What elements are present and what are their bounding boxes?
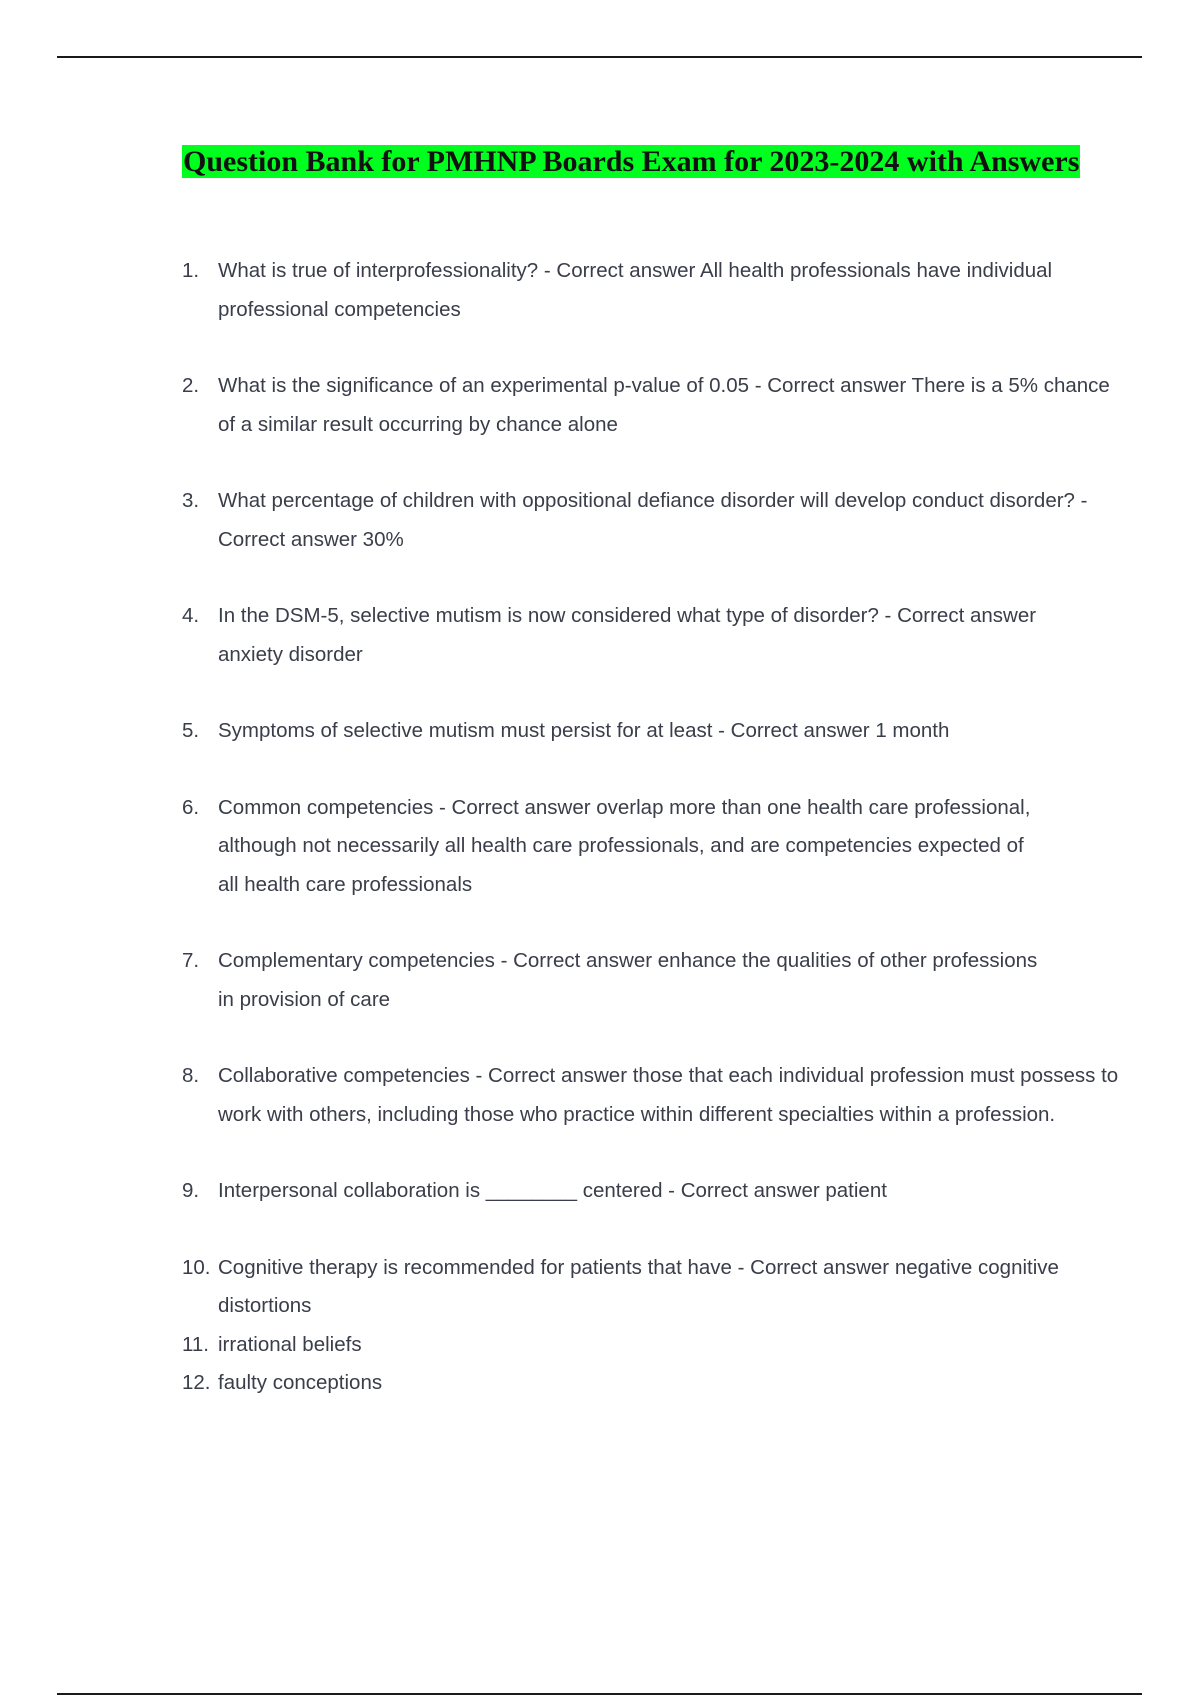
document-title-text: Question Bank for PMHNP Boards Exam for 2023-2024 with Answers [183, 145, 1080, 178]
question-number: 6. [182, 795, 200, 819]
question-text: What is the significance of an experimental p-value of 0.05 - Correct answer There is a 5% chance of a similar result occurring by chance alone [218, 374, 1110, 436]
question-text: Collaborative competencies - Correct answer those that each individual profession must possess to work with others, including those who practice within different specialties within a profession. [218, 1064, 1119, 1126]
question-text: Common competencies - Correct answer overlap more than one health care professional, although not necessarily all health care professionals, and are competencies expected of all health care professionals [218, 795, 1031, 896]
header-rule [57, 56, 1142, 58]
question-text: Complementary competencies - Correct answer enhance the qualities of other professions in provision of care [218, 949, 1038, 1011]
question-text: What is true of interprofessionality? - Correct answer All health professionals have individual professional competencies [218, 259, 1053, 321]
question-item [182, 789, 1038, 905]
question-number: 1. [182, 259, 200, 282]
question-number: 9. [182, 1179, 200, 1202]
question-number: 4. [182, 604, 200, 627]
question-item [182, 942, 1058, 1019]
question-number: 8. [182, 1064, 200, 1087]
question-item [182, 597, 1078, 674]
question-item [182, 712, 1118, 751]
question-number: 10. [182, 1255, 211, 1279]
question-item [182, 252, 1078, 329]
question-item [182, 367, 1118, 444]
question-text: Symptoms of selective mutism must persist for at least - Correct answer 1 month [218, 719, 950, 742]
question-list [182, 252, 1119, 1403]
question-text: faulty conceptions [218, 1371, 383, 1394]
document-title [182, 144, 1102, 180]
question-item [182, 1364, 1102, 1403]
question-number: 2. [182, 374, 200, 397]
question-item [182, 1326, 1102, 1365]
question-text: Interpersonal collaboration is ________ centered - Correct answer patient [218, 1179, 887, 1202]
question-number: 12. [182, 1371, 211, 1394]
question-number: 5. [182, 719, 200, 742]
question-text: What percentage of children with oppositional defiance disorder will develop conduct disorder? - Correct answer 30% [218, 489, 1088, 551]
question-text: In the DSM-5, selective mutism is now considered what type of disorder? - Correct answer anxiety disorder [218, 604, 1037, 666]
question-item [182, 1249, 1098, 1326]
document-body [182, 144, 1119, 1394]
question-number: 7. [182, 949, 200, 972]
question-number: 11. [182, 1332, 209, 1356]
footer-rule [57, 1693, 1142, 1695]
question-item [182, 482, 1098, 559]
question-text: irrational beliefs [218, 1332, 362, 1356]
question-item [182, 1057, 1138, 1134]
question-text: Cognitive therapy is recommended for patients that have - Correct answer negative cognitive distortions [218, 1255, 1059, 1317]
question-number: 3. [182, 489, 200, 512]
question-item [182, 1172, 1118, 1211]
